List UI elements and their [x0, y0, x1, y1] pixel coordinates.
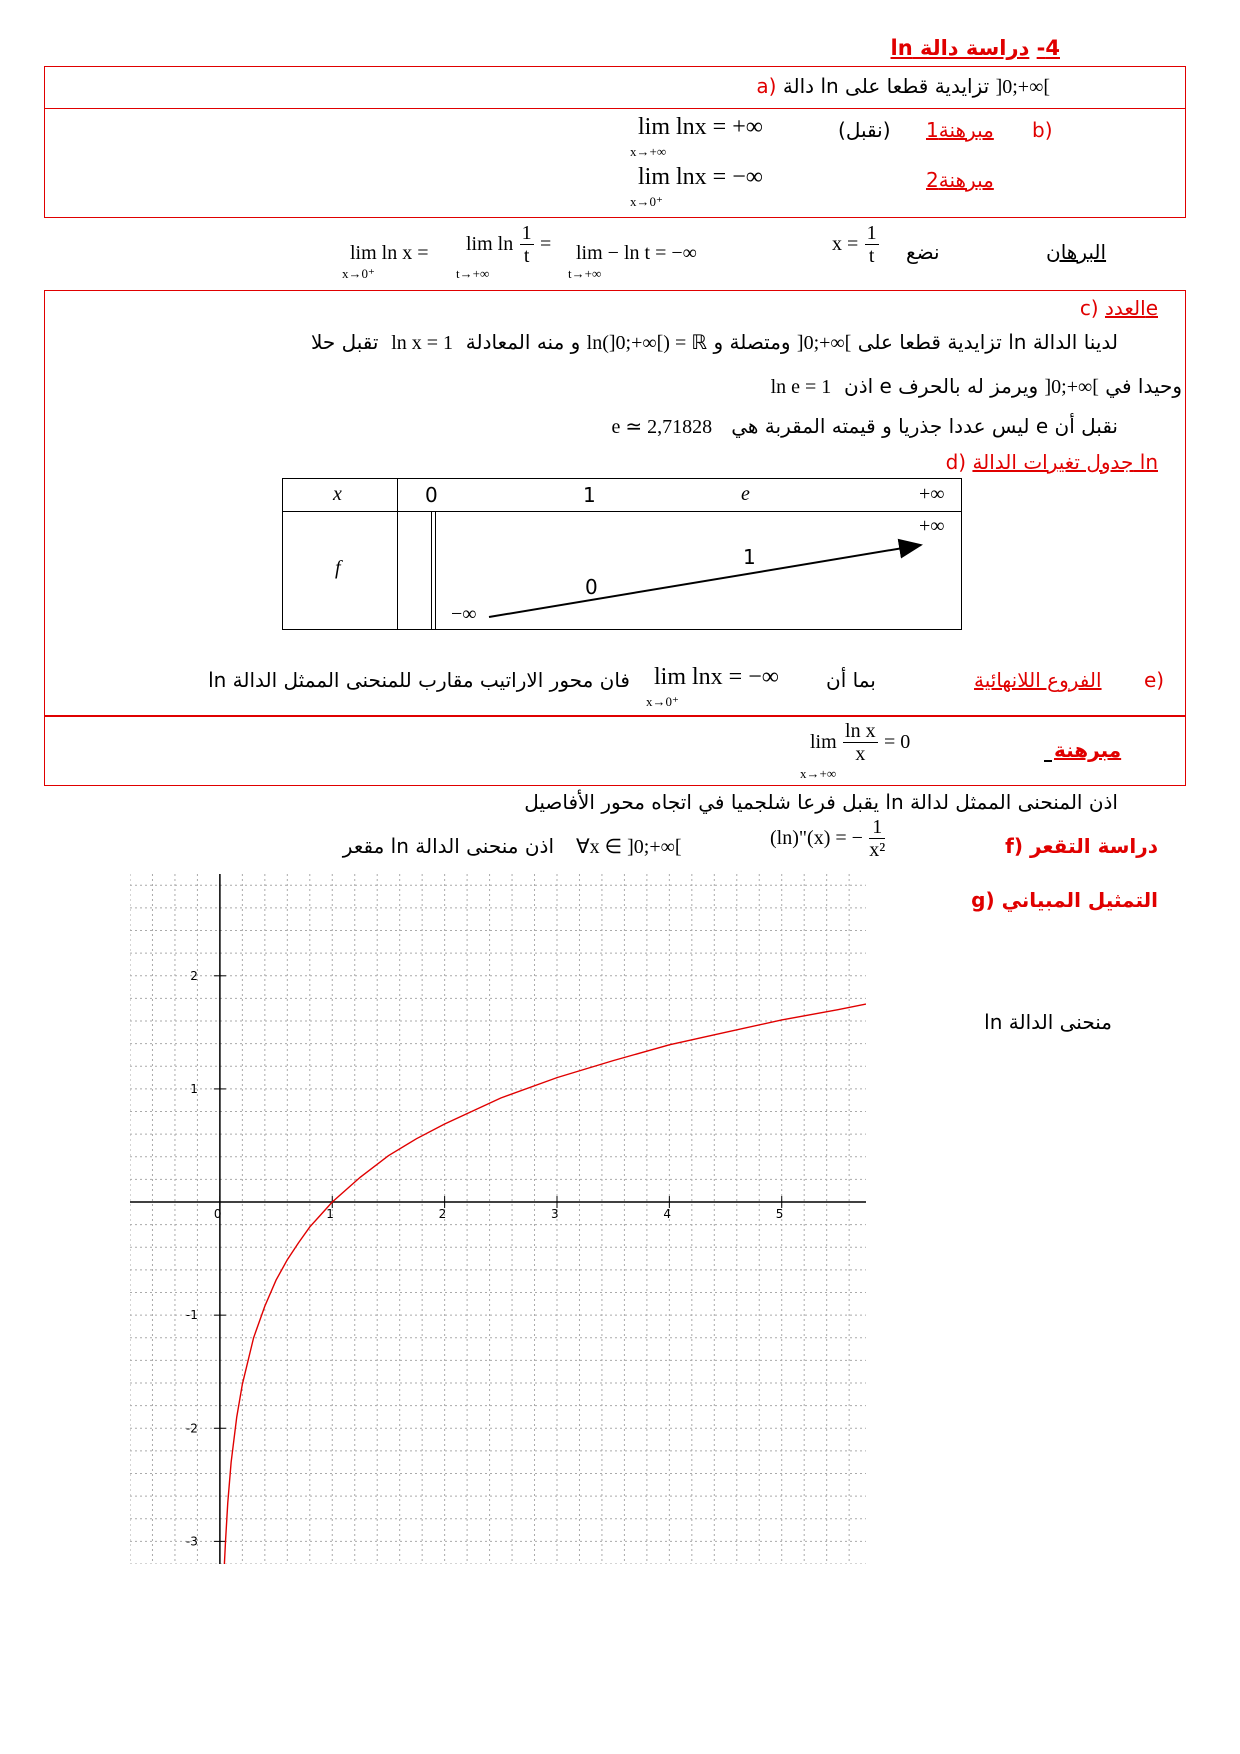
limit1: lim lnx = +∞ [638, 114, 763, 140]
limit1-sub: x→+∞ [630, 144, 667, 159]
part-c-letter: c) [1079, 296, 1099, 320]
part-f-derivative-text: (ln)"(x) = − [770, 827, 863, 849]
y-tick-label: -2 [185, 1421, 198, 1436]
part-f-title: دراسة التقعر [1029, 834, 1158, 858]
proof-lim-a-sub: x→0⁺ [342, 266, 375, 281]
proof-lim-c-sub: t→+∞ [568, 266, 602, 281]
proof-lim-b-sub: t→+∞ [456, 266, 490, 281]
theorem3-fraction [843, 720, 878, 765]
proof-label: البرهان [1046, 240, 1107, 264]
theorem1-label: مبرهنة1 [926, 118, 994, 142]
part-c-line1-b: ومتصلة و [713, 330, 791, 354]
proof-lim-b-den: t [523, 245, 530, 267]
theorem3-dash [1044, 760, 1052, 762]
table-x-label: x [333, 483, 342, 505]
proof-lim-b-fraction [520, 222, 534, 267]
proof-fraction [865, 222, 879, 267]
part-c-line3-value: e ≃ 2,71828 [611, 416, 713, 438]
ln-chart [130, 874, 866, 1564]
heading-title: دراسة دالة ln [890, 36, 1030, 60]
theorem3-lim: lim [810, 731, 837, 753]
accepted-label: (نقبل) [838, 118, 891, 142]
box-divider [44, 108, 1186, 109]
part-c-line1-interval: ]0;+∞[ [796, 332, 852, 354]
part-a-interval: ]0;+∞[ [995, 76, 1050, 98]
table-end-value: +∞ [919, 515, 945, 537]
part-c-line1-math: ln(]0;+∞[) = ℝ [586, 332, 708, 354]
table-value-at-e: 1 [743, 545, 756, 569]
theorem2-label: مبرهنة2 [926, 168, 994, 192]
theorem3-formula [810, 720, 910, 765]
table-x-value-0: 0 [425, 483, 438, 507]
x-tick-label: 3 [550, 1207, 559, 1222]
y-tick-label: -1 [185, 1308, 198, 1323]
part-c-line2-b: ويرمز له بالحرف e اذن [844, 374, 1039, 398]
y-tick-label: 2 [190, 968, 198, 983]
part-e-title: الفروع اللانهائية [974, 668, 1102, 692]
part-f-fraction [869, 816, 885, 861]
proof-lim-b-num: 1 [521, 222, 532, 244]
part-f-conclusion: اذن منحنى الدالة ln مقعر [342, 834, 554, 858]
section-heading [891, 36, 1060, 60]
x-tick-label: 4 [663, 1207, 671, 1222]
part-d-header [946, 450, 1158, 474]
part-g-header [971, 888, 1158, 912]
x-tick-label: 1 [326, 1207, 334, 1222]
table-f-label: f [335, 557, 341, 579]
part-c-line1-d: تقبل حلا [310, 330, 379, 354]
limit2: lim lnx = −∞ [638, 164, 763, 190]
y-tick-label: 1 [190, 1081, 198, 1096]
table-x-value-e: e [741, 483, 750, 505]
heading-number: 4- [1036, 36, 1060, 60]
proof-lim-c: lim − ln t = −∞ [576, 242, 697, 264]
part-c-line1-c: و منه المعادلة [465, 330, 581, 354]
part-e-text-b: فان محور الاراتيب مقارب للمنحنى الممثل الدالة ln [208, 668, 630, 692]
theorem3-eq: = 0 [883, 731, 911, 753]
part-f-letter: f) [1005, 834, 1023, 858]
part-c-line1 [311, 330, 1118, 355]
part-c-line2-eq: ln e = 1 [770, 376, 832, 398]
part-a-text: دالة ln تزايدية قطعا على [782, 74, 990, 98]
limit2-sub: x→0⁺ [630, 194, 663, 209]
theorem3-frac-num: ln x [845, 720, 876, 742]
variation-arrow [283, 479, 963, 631]
proof-x-eq: x = [832, 233, 859, 255]
x-tick-label: 5 [775, 1207, 784, 1222]
box-theorem [44, 716, 1186, 786]
part-a [756, 74, 1050, 99]
part-c-line3-a: نقبل أن e ليس عددا جذريا و قيمته المقربة هي [731, 414, 1118, 438]
variation-table [282, 478, 962, 630]
theorem3-frac-den: x [855, 743, 866, 765]
table-value-at-1: 0 [585, 575, 598, 599]
x-tick-label: 2 [438, 1207, 447, 1222]
proof-lim-b [466, 222, 551, 267]
part-c-line2-a: وحيدا في [1105, 374, 1182, 398]
proof-frac-den: t [868, 245, 875, 267]
theorem3-label: مبرهنة [1054, 738, 1122, 762]
part-f-frac-num: 1 [869, 816, 885, 839]
part-c-header [1080, 296, 1158, 320]
table-start-value: −∞ [451, 603, 477, 625]
part-f-derivative [770, 816, 885, 861]
part-e-limit: lim lnx = −∞ [654, 664, 779, 690]
part-c-line1-eq: ln x = 1 [391, 332, 454, 354]
proof-frac-num: 1 [866, 222, 877, 244]
part-g-title: التمثيل المبياني [1001, 888, 1158, 912]
proof-put: نضع [906, 240, 940, 264]
part-b-letter: b) [1032, 118, 1053, 142]
proof-lim-b-text: lim ln [466, 233, 514, 255]
table-x-value-1: 1 [583, 483, 596, 507]
part-c-title: العددe [1104, 296, 1158, 320]
part-f-frac-den: x² [869, 839, 886, 861]
part-e-letter: e) [1144, 668, 1165, 692]
part-g-letter: g) [971, 888, 995, 912]
proof-lim-a: lim ln x = [350, 242, 429, 264]
ln-curve [224, 1004, 866, 1564]
part-f-forall: ∀x ∈ ]0;+∞[ [576, 836, 682, 858]
theorem3-conclusion: اذن المنحنى الممثل لدالة ln يقبل فرعا شلجميا في اتجاه محور الأفاصيل [524, 790, 1118, 814]
proof-substitution [832, 222, 879, 267]
y-tick-label: -3 [185, 1534, 198, 1549]
part-a-letter: a) [756, 74, 777, 98]
theorem3-lim-sub: x→+∞ [800, 766, 837, 781]
part-e-limit-sub: x→0⁺ [646, 694, 679, 709]
part-e-text-a: بما أن [826, 668, 876, 692]
part-d-letter: d) [945, 450, 967, 474]
table-x-value-inf: +∞ [919, 483, 945, 505]
part-c-line3 [611, 414, 1118, 439]
part-f-header [1005, 834, 1158, 858]
part-c-line2-interval: ]0;+∞[ [1044, 376, 1099, 398]
part-d-title: جدول تغيرات الدالة ln [972, 450, 1158, 474]
proof-lim-b-eq: = [539, 233, 552, 255]
part-c-line1-a: لدينا الدالة ln تزايدية قطعا على [857, 330, 1118, 354]
curve-caption: منحنى الدالة ln [984, 1010, 1112, 1034]
part-c-line2 [771, 374, 1182, 399]
x-tick-label: 0 [213, 1207, 222, 1222]
